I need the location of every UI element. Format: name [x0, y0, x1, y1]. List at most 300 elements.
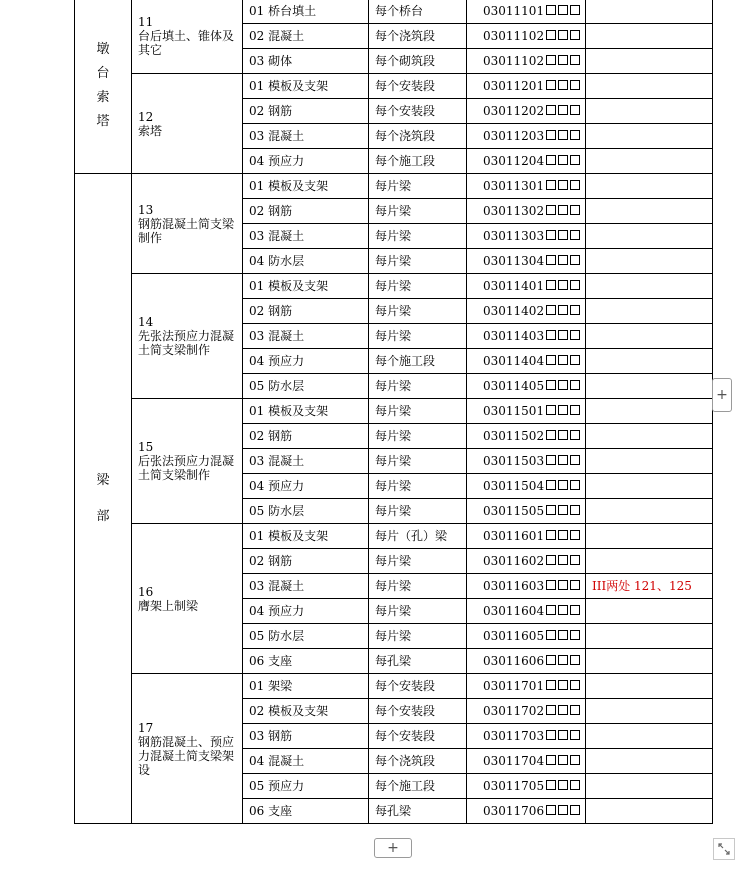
checkbox-square-icon [546, 305, 556, 315]
note-cell[interactable] [586, 0, 713, 24]
item-name: 钢筋 [268, 304, 293, 318]
item-index: 03 [249, 229, 265, 243]
item-cell[interactable] [243, 124, 369, 149]
code-cell[interactable] [467, 799, 586, 824]
note-cell[interactable] [586, 799, 713, 824]
note-cell[interactable] [586, 449, 713, 474]
note-cell[interactable] [586, 174, 713, 199]
note-cell[interactable] [586, 549, 713, 574]
checkbox-square-icon [546, 330, 556, 340]
item-name: 砌体 [268, 54, 293, 68]
code-cell[interactable] [467, 599, 586, 624]
unit-cell[interactable]: 每孔梁 [369, 799, 467, 824]
item-index: 02 [249, 29, 265, 43]
unit-cell[interactable]: 每个桥台 [369, 0, 467, 24]
unit-cell[interactable]: 每片梁 [369, 424, 467, 449]
item-cell[interactable] [243, 524, 369, 549]
item-cell[interactable] [243, 599, 369, 624]
code-number: 03011606 [483, 654, 545, 668]
checkbox-square-icon [570, 680, 580, 690]
checkbox-square-icon [558, 105, 568, 115]
code-number: 03011304 [483, 254, 545, 268]
add-column-button[interactable] [712, 378, 732, 412]
code-cell[interactable] [467, 249, 586, 274]
item-cell[interactable] [243, 724, 369, 749]
code-cell[interactable] [467, 24, 586, 49]
table-row [75, 674, 713, 699]
item-index: 01 [249, 404, 265, 418]
plus-icon: + [387, 840, 399, 856]
checkbox-square-icon [570, 730, 580, 740]
subsection-number: 13 [138, 202, 154, 217]
item-index: 03 [249, 129, 265, 143]
note-cell[interactable] [586, 474, 713, 499]
code-cell[interactable] [467, 199, 586, 224]
unit-cell[interactable]: 每个安装段 [369, 74, 467, 99]
item-index: 05 [249, 629, 265, 643]
subsection-cell [132, 0, 243, 74]
unit-cell[interactable]: 每孔梁 [369, 649, 467, 674]
item-cell[interactable] [243, 424, 369, 449]
item-cell[interactable] [243, 299, 369, 324]
item-name: 预应力 [268, 154, 305, 168]
code-cell[interactable] [467, 99, 586, 124]
subsection-name: 后张法预应力混凝土简支梁制作 [138, 454, 235, 482]
subsection-number: 12 [138, 109, 154, 124]
checkbox-square-icon [570, 580, 580, 590]
item-cell[interactable] [243, 249, 369, 274]
code-number: 03011303 [483, 229, 545, 243]
checkbox-square-icon [546, 730, 556, 740]
subsection-name: 钢筋混凝土、预应力混凝土简支梁架设 [138, 734, 235, 777]
note-cell[interactable] [586, 699, 713, 724]
code-cell[interactable] [467, 749, 586, 774]
category-cell [75, 174, 132, 824]
checkbox-square-icon [570, 280, 580, 290]
item-cell[interactable] [243, 324, 369, 349]
unit-cell[interactable]: 每片梁 [369, 624, 467, 649]
item-index: 02 [249, 429, 265, 443]
code-cell[interactable] [467, 574, 586, 599]
unit-cell[interactable]: 每个安装段 [369, 699, 467, 724]
checkbox-square-icon [570, 80, 580, 90]
checkbox-square-icon [570, 805, 580, 815]
checkbox-square-icon [570, 155, 580, 165]
item-name: 混凝土 [268, 129, 305, 143]
item-index: 04 [249, 604, 265, 618]
item-name: 钢筋 [268, 554, 293, 568]
checkbox-square-icon [546, 505, 556, 515]
code-cell[interactable] [467, 274, 586, 299]
item-name: 防水层 [268, 629, 305, 643]
unit-cell[interactable]: 每片梁 [369, 549, 467, 574]
checkbox-square-icon [546, 805, 556, 815]
checkbox-square-icon [570, 605, 580, 615]
unit-cell[interactable]: 每片梁 [369, 574, 467, 599]
item-cell[interactable] [243, 99, 369, 124]
code-number: 03011403 [483, 329, 545, 343]
subsection-cell [132, 524, 243, 674]
item-cell[interactable] [243, 749, 369, 774]
code-number: 03011201 [483, 79, 545, 93]
item-index: 06 [249, 804, 265, 818]
unit-cell[interactable]: 每片梁 [369, 499, 467, 524]
item-name: 预应力 [268, 479, 305, 493]
category-label: 梁部 [96, 472, 110, 524]
item-index: 04 [249, 354, 265, 368]
note-cell[interactable] [586, 374, 713, 399]
code-cell[interactable] [467, 224, 586, 249]
checkbox-square-icon [570, 480, 580, 490]
table-row [75, 174, 713, 199]
unit-cell[interactable]: 每个安装段 [369, 724, 467, 749]
checkbox-square-icon [546, 405, 556, 415]
checkbox-square-icon [546, 255, 556, 265]
item-cell[interactable] [243, 74, 369, 99]
code-number: 03011204 [483, 154, 545, 168]
checkbox-square-icon [558, 480, 568, 490]
checkbox-square-icon [558, 55, 568, 65]
note-cell[interactable] [586, 749, 713, 774]
item-cell[interactable] [243, 674, 369, 699]
note-cell[interactable] [586, 399, 713, 424]
checkbox-square-icon [558, 230, 568, 240]
note-cell[interactable] [586, 324, 713, 349]
unit-cell[interactable]: 每片梁 [369, 174, 467, 199]
checkbox-square-icon [570, 5, 580, 15]
item-index: 02 [249, 304, 265, 318]
unit-cell[interactable]: 每片梁 [369, 249, 467, 274]
subsection-number: 17 [138, 720, 154, 735]
item-name: 钢筋 [268, 204, 293, 218]
item-index: 02 [249, 704, 265, 718]
note-cell[interactable] [586, 349, 713, 374]
item-cell[interactable] [243, 799, 369, 824]
item-cell[interactable] [243, 774, 369, 799]
checkbox-square-icon [570, 330, 580, 340]
checkbox-square-icon [546, 280, 556, 290]
item-name: 模板及支架 [268, 179, 329, 193]
note-cell[interactable] [586, 274, 713, 299]
item-name: 钢筋 [268, 429, 293, 443]
subsection-cell [132, 74, 243, 174]
code-cell[interactable] [467, 674, 586, 699]
code-number: 03011505 [483, 504, 545, 518]
checkbox-square-icon [558, 180, 568, 190]
checkbox-square-icon [546, 430, 556, 440]
checkbox-square-icon [570, 655, 580, 665]
code-cell[interactable] [467, 649, 586, 674]
unit-cell[interactable]: 每个施工段 [369, 349, 467, 374]
item-index: 04 [249, 754, 265, 768]
item-cell[interactable] [243, 274, 369, 299]
checkbox-square-icon [546, 205, 556, 215]
checkbox-square-icon [558, 555, 568, 565]
note-cell[interactable] [586, 224, 713, 249]
code-number: 03011701 [483, 679, 545, 693]
checkbox-square-icon [570, 105, 580, 115]
table-row [75, 524, 713, 549]
code-cell[interactable] [467, 624, 586, 649]
note-cell[interactable] [586, 574, 713, 599]
checkbox-square-icon [570, 355, 580, 365]
item-cell[interactable] [243, 0, 369, 24]
item-index: 04 [249, 254, 265, 268]
note-cell[interactable] [586, 424, 713, 449]
checkbox-square-icon [570, 505, 580, 515]
checkbox-square-icon [558, 405, 568, 415]
item-index: 03 [249, 579, 265, 593]
note-cell[interactable] [586, 249, 713, 274]
item-cell[interactable] [243, 624, 369, 649]
item-index: 01 [249, 279, 265, 293]
code-cell[interactable] [467, 524, 586, 549]
checkbox-square-icon [570, 630, 580, 640]
note-cell[interactable] [586, 724, 713, 749]
code-number: 03011202 [483, 104, 545, 118]
checkbox-square-icon [546, 105, 556, 115]
item-cell[interactable] [243, 549, 369, 574]
checkbox-square-icon [546, 480, 556, 490]
subsection-name: 钢筋混凝土简支梁制作 [138, 216, 235, 245]
subsection-number: 14 [138, 315, 154, 329]
checkbox-square-icon [570, 305, 580, 315]
checkbox-square-icon [546, 230, 556, 240]
checkbox-square-icon [546, 355, 556, 365]
checkbox-square-icon [546, 380, 556, 390]
code-number: 03011301 [483, 179, 545, 193]
checkbox-square-icon [570, 130, 580, 140]
item-name: 钢筋 [268, 729, 293, 743]
unit-cell[interactable]: 每片梁 [369, 324, 467, 349]
item-cell[interactable] [243, 149, 369, 174]
checkbox-square-icon [558, 680, 568, 690]
code-cell[interactable] [467, 724, 586, 749]
unit-cell[interactable]: 每个安装段 [369, 674, 467, 699]
unit-cell[interactable]: 每片梁 [369, 299, 467, 324]
item-index: 04 [249, 154, 265, 168]
code-cell[interactable] [467, 449, 586, 474]
code-cell[interactable] [467, 424, 586, 449]
item-index: 03 [249, 54, 265, 68]
item-cell[interactable] [243, 574, 369, 599]
checkbox-square-icon [570, 30, 580, 40]
unit-cell[interactable]: 每个施工段 [369, 774, 467, 799]
unit-cell[interactable]: 每个砌筑段 [369, 49, 467, 74]
checkbox-square-icon [558, 580, 568, 590]
checkbox-square-icon [570, 555, 580, 565]
item-index: 01 [249, 679, 265, 693]
item-cell[interactable] [243, 224, 369, 249]
item-name: 预应力 [268, 779, 305, 793]
note-cell[interactable] [586, 299, 713, 324]
item-cell[interactable] [243, 649, 369, 674]
code-number: 03011501 [483, 404, 545, 418]
inspection-item-table [74, 0, 713, 824]
checkbox-square-icon [570, 705, 580, 715]
checkbox-square-icon [546, 580, 556, 590]
note-text: III两处 121、125 [592, 579, 692, 593]
add-row-button[interactable] [374, 838, 412, 858]
subsection-name: 台后填土、锥体及其它 [138, 29, 235, 57]
item-index: 01 [249, 4, 265, 18]
note-cell[interactable] [586, 599, 713, 624]
table-row [75, 399, 713, 424]
item-name: 防水层 [268, 254, 305, 268]
code-cell[interactable] [467, 324, 586, 349]
unit-cell[interactable]: 每片梁 [369, 399, 467, 424]
item-name: 模板及支架 [268, 279, 329, 293]
checkbox-square-icon [558, 155, 568, 165]
unit-cell[interactable]: 每片梁 [369, 449, 467, 474]
item-cell[interactable] [243, 49, 369, 74]
note-cell[interactable] [586, 774, 713, 799]
item-index: 03 [249, 729, 265, 743]
unit-cell[interactable]: 每片梁 [369, 224, 467, 249]
unit-cell[interactable]: 每片梁 [369, 199, 467, 224]
note-cell[interactable] [586, 524, 713, 549]
code-cell[interactable] [467, 349, 586, 374]
checkbox-square-icon [570, 205, 580, 215]
code-number: 03011401 [483, 279, 545, 293]
note-cell[interactable] [586, 49, 713, 74]
code-number: 03011602 [483, 554, 545, 568]
checkbox-square-icon [558, 355, 568, 365]
item-cell[interactable] [243, 499, 369, 524]
note-cell[interactable] [586, 674, 713, 699]
code-cell[interactable] [467, 699, 586, 724]
item-index: 05 [249, 379, 265, 393]
unit-cell[interactable]: 每个安装段 [369, 99, 467, 124]
unit-cell[interactable]: 每片梁 [369, 274, 467, 299]
unit-cell[interactable]: 每个施工段 [369, 149, 467, 174]
item-cell[interactable] [243, 699, 369, 724]
item-name: 混凝土 [268, 454, 305, 468]
code-cell[interactable] [467, 124, 586, 149]
code-cell[interactable] [467, 499, 586, 524]
item-cell[interactable] [243, 399, 369, 424]
code-cell[interactable] [467, 399, 586, 424]
checkbox-square-icon [570, 530, 580, 540]
note-cell[interactable] [586, 149, 713, 174]
item-index: 03 [249, 329, 265, 343]
unit-cell[interactable]: 每个浇筑段 [369, 124, 467, 149]
checkbox-square-icon [558, 755, 568, 765]
subsection-number: 15 [138, 440, 154, 454]
resize-corner-icon[interactable] [713, 838, 735, 860]
item-cell[interactable] [243, 24, 369, 49]
checkbox-square-icon [546, 780, 556, 790]
code-cell[interactable] [467, 49, 586, 74]
checkbox-square-icon [558, 805, 568, 815]
checkbox-square-icon [546, 605, 556, 615]
code-number: 03011504 [483, 479, 545, 493]
checkbox-square-icon [546, 80, 556, 90]
checkbox-square-icon [570, 55, 580, 65]
code-number: 03011101 [483, 4, 545, 18]
table-row [75, 274, 713, 299]
checkbox-square-icon [546, 555, 556, 565]
note-cell[interactable] [586, 199, 713, 224]
item-cell[interactable] [243, 449, 369, 474]
item-name: 混凝土 [268, 229, 305, 243]
code-number: 03011102 [483, 54, 545, 68]
item-name: 混凝土 [268, 29, 305, 43]
checkbox-square-icon [558, 80, 568, 90]
checkbox-square-icon [546, 455, 556, 465]
item-cell[interactable] [243, 474, 369, 499]
checkbox-square-icon [570, 455, 580, 465]
code-number: 03011603 [483, 579, 545, 593]
code-cell[interactable] [467, 299, 586, 324]
item-index: 02 [249, 104, 265, 118]
item-cell[interactable] [243, 174, 369, 199]
checkbox-square-icon [558, 280, 568, 290]
note-cell[interactable] [586, 499, 713, 524]
code-cell[interactable] [467, 74, 586, 99]
note-cell[interactable] [586, 649, 713, 674]
code-cell[interactable] [467, 474, 586, 499]
code-cell[interactable] [467, 374, 586, 399]
item-index: 01 [249, 79, 265, 93]
unit-cell[interactable]: 每个浇筑段 [369, 24, 467, 49]
item-name: 模板及支架 [268, 79, 329, 93]
code-number: 03011302 [483, 204, 545, 218]
code-number: 03011604 [483, 604, 545, 618]
code-number: 03011502 [483, 429, 545, 443]
code-cell[interactable] [467, 774, 586, 799]
unit-cell[interactable]: 每片梁 [369, 599, 467, 624]
note-cell[interactable] [586, 624, 713, 649]
unit-cell[interactable]: 每片梁 [369, 374, 467, 399]
subsection-name: 膺架上制梁 [138, 598, 199, 613]
code-cell[interactable] [467, 0, 586, 24]
item-cell[interactable] [243, 374, 369, 399]
code-cell[interactable] [467, 549, 586, 574]
note-cell[interactable] [586, 74, 713, 99]
code-cell[interactable] [467, 149, 586, 174]
subsection-name: 先张法预应力混凝土简支梁制作 [138, 329, 235, 357]
category-label: 墩台索塔 [96, 42, 110, 129]
checkbox-square-icon [570, 255, 580, 265]
item-index: 01 [249, 179, 265, 193]
unit-cell[interactable]: 每片（孔）梁 [369, 524, 467, 549]
item-cell[interactable] [243, 199, 369, 224]
checkbox-square-icon [570, 780, 580, 790]
item-name: 支座 [268, 654, 293, 668]
note-cell[interactable] [586, 24, 713, 49]
note-cell[interactable] [586, 99, 713, 124]
item-name: 支座 [268, 804, 293, 818]
checkbox-square-icon [558, 705, 568, 715]
item-name: 预应力 [268, 354, 305, 368]
checkbox-square-icon [546, 30, 556, 40]
checkbox-square-icon [558, 255, 568, 265]
unit-cell[interactable]: 每片梁 [369, 474, 467, 499]
item-index: 06 [249, 654, 265, 668]
item-name: 桥台填土 [268, 4, 317, 18]
unit-cell[interactable]: 每个浇筑段 [369, 749, 467, 774]
item-index: 02 [249, 204, 265, 218]
checkbox-square-icon [546, 655, 556, 665]
note-cell[interactable] [586, 124, 713, 149]
code-number: 03011704 [483, 754, 545, 768]
checkbox-square-icon [570, 180, 580, 190]
code-number: 03011702 [483, 704, 545, 718]
subsection-number: 16 [138, 584, 154, 599]
item-cell[interactable] [243, 349, 369, 374]
code-cell[interactable] [467, 174, 586, 199]
